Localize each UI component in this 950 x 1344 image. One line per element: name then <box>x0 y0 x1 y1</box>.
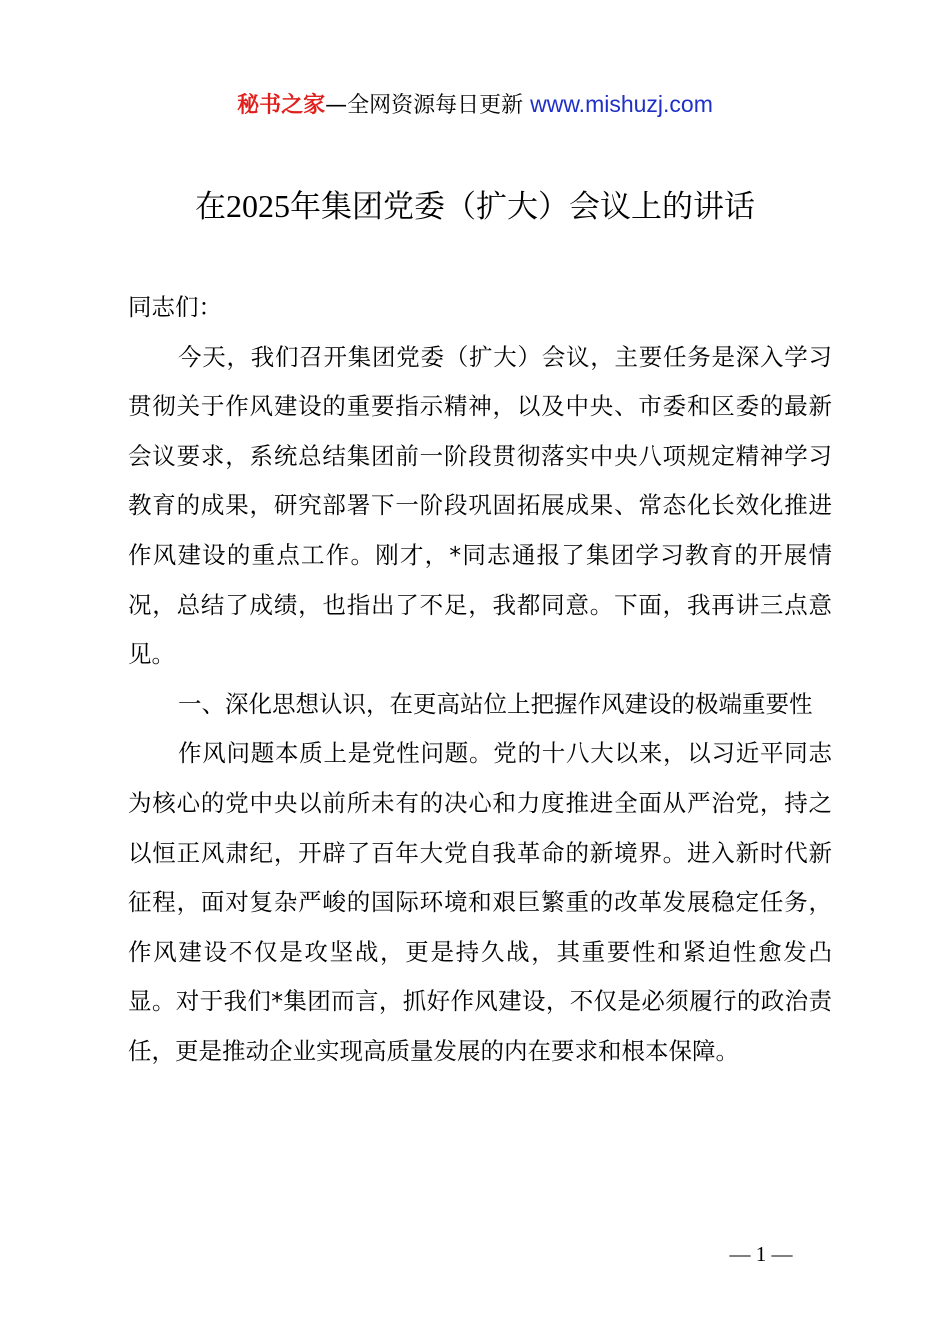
title-rest: 年集团党委（扩大）会议上的讲话 <box>290 189 755 225</box>
brand-name: 秘书之家 <box>237 93 326 118</box>
document-body <box>128 283 832 1077</box>
header-dash: — <box>325 93 348 118</box>
paragraph-section-1: 作风问题本质上是党性问题。党的十八大以来，以习近平同志为核心的党中央以前所未有的决心和力度推进全面从严治党，持之以恒正风肃纪，开辟了百年大党自我革命的新境界。进入新时代新征程，面对复杂严峻的国际环境和艰巨繁重的改革发展稳定任务，作风建设不仅是攻坚战，更是持久战，其重要性和紧迫性愈发凸显。对于我们*集团而言，抓好作风建设，不仅是必须履行的政治责任，更是推动企业实现高质量发展的内在要求和根本保障。 <box>128 739 832 1065</box>
site-header <box>0 88 950 122</box>
salutation: 同志们： <box>128 293 222 321</box>
title-year: 2025 <box>226 188 290 224</box>
title-prefix: 在 <box>195 189 226 225</box>
header-slogan: 全网资源每日更新 <box>347 93 524 118</box>
paragraph-intro: 今天，我们召开集团党委（扩大）会议，主要任务是深入学习贯彻关于作风建设的重要指示精神，以及中央、市委和区委的最新会议要求，系统总结集团前一阶段贯彻落实中央八项规定精神学习教育的成果，研究部署下一阶段巩固拓展成果、常态化长效化推进作风建设的重点工作。刚才，*同志通报了集团学习教育的开展情况，总结了成绩，也指出了不足，我都同意。下面，我再讲三点意见。 <box>128 342 832 669</box>
document-title <box>0 184 950 229</box>
site-url-link[interactable]: www.mishuzj.com <box>530 91 713 117</box>
section-heading-1: 一、深化思想认识，在更高站位上把握作风建设的极端重要性 <box>178 689 813 718</box>
page-number: — 1 — <box>729 1242 793 1266</box>
